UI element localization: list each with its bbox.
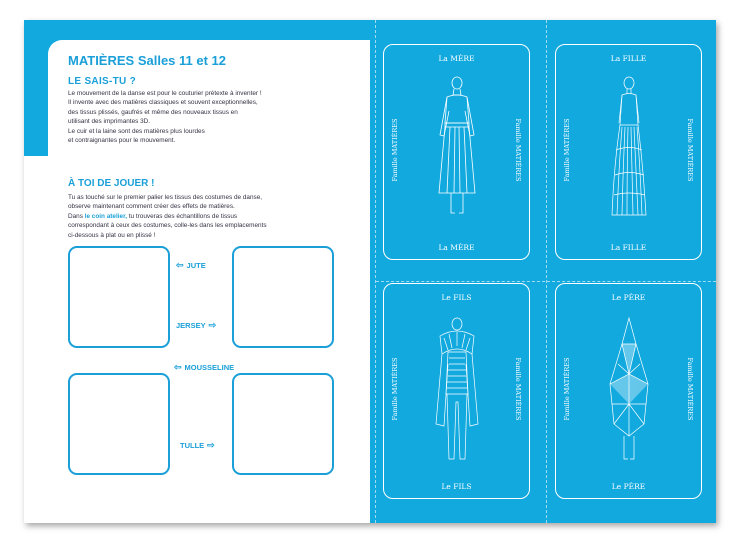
intro-line: Le mouvement de la danse est pour le couturier prétexte à inventer ! bbox=[68, 90, 262, 97]
fabric-slot-jersey bbox=[232, 246, 334, 348]
card-title: Le PÈRE bbox=[611, 293, 646, 302]
family-label-left bbox=[391, 95, 401, 205]
activity-line: ci-dessous à plat ou en plissé ! bbox=[68, 231, 156, 239]
activity-text: tu trouveras des échantillons de tissus bbox=[126, 212, 238, 220]
activity-line: correspondant à ceux des costumes, colle-les dans les emplacements bbox=[68, 222, 267, 230]
arrow-right-icon: ⇨ bbox=[208, 320, 217, 330]
card-title-bottom: La MÈRE bbox=[438, 243, 475, 252]
activity-heading: À TOI DE JOUER ! bbox=[68, 178, 155, 189]
cut-instruction bbox=[357, 195, 365, 495]
card-title-bottom: Le PÈRE bbox=[611, 482, 646, 491]
mousseline-label: MOUSSELINE bbox=[184, 363, 235, 372]
card-fille bbox=[555, 44, 702, 260]
activity-line: Tu as touché sur le premier palier les tissus des costumes de danse, bbox=[68, 194, 263, 201]
workshop-corner-highlight: le coin atelier, bbox=[84, 212, 127, 220]
family-label-right bbox=[512, 334, 522, 444]
tulle-tag bbox=[180, 440, 215, 451]
card-title: La MÈRE bbox=[438, 54, 475, 63]
card-title-bottom: Le FILS bbox=[441, 482, 472, 491]
left-page bbox=[24, 20, 370, 523]
card-fils bbox=[383, 283, 530, 499]
family-label: Famille MATIÈRES bbox=[686, 357, 694, 421]
family-label: Famille MATIÈRES bbox=[686, 118, 694, 182]
arrow-left-icon: ⇦ bbox=[176, 260, 184, 270]
mother-costume-illustration bbox=[418, 75, 496, 231]
jersey-label: JERSEY bbox=[176, 321, 206, 330]
family-label-left bbox=[563, 95, 573, 205]
fabric-slot-mousseline bbox=[68, 373, 170, 475]
family-label: Famille MATIÈRES bbox=[514, 118, 522, 182]
family-label-right bbox=[684, 95, 694, 205]
cut-line-vertical bbox=[546, 20, 547, 523]
arrow-left-icon: ⇦ bbox=[174, 362, 182, 372]
card-title: La FILLE bbox=[610, 54, 647, 63]
son-costume-illustration bbox=[418, 314, 496, 470]
family-label: Famille MATIÈRES bbox=[391, 118, 399, 182]
card-title-bottom: La FILLE bbox=[610, 243, 647, 252]
intro-line: Il invente avec des matières classiques et souvent exceptionnelles, bbox=[68, 99, 258, 107]
intro-line: Le cuir et la laine sont des matières plus lourdes bbox=[68, 127, 205, 135]
activity-paragraph bbox=[68, 193, 358, 240]
tulle-label: TULLE bbox=[180, 441, 205, 450]
jute-label: JUTE bbox=[186, 261, 206, 270]
activity-line: observe maintenant comment créer des effets de matières. bbox=[68, 203, 235, 211]
mousseline-tag bbox=[174, 362, 234, 373]
intro-paragraph bbox=[68, 89, 358, 145]
family-label-left bbox=[563, 334, 573, 444]
family-label: Famille MATIÈRES bbox=[563, 357, 571, 421]
page-title: MATIÈRES Salles 11 et 12 bbox=[68, 53, 226, 68]
fabric-slot-tulle bbox=[232, 373, 334, 475]
intro-line: des tissus plissés, gaufrés et même des nouveaux tissus en bbox=[68, 108, 238, 116]
intro-line: utilisant des imprimantes 3D. bbox=[68, 118, 151, 126]
activity-line bbox=[68, 212, 358, 221]
cut-instruction-text: ✂ Découpe ton jeu de cartes des cinq familles en suivant les pointillés ✂ bbox=[357, 334, 363, 495]
father-costume-illustration bbox=[590, 314, 668, 470]
family-label-left bbox=[391, 334, 401, 444]
booklet-spread bbox=[24, 20, 716, 523]
family-label: Famille MATIÈRES bbox=[563, 118, 571, 182]
family-label: Famille MATIÈRES bbox=[514, 357, 522, 421]
did-you-know-heading: LE SAIS-TU ? bbox=[68, 76, 137, 87]
card-title: Le FILS bbox=[441, 293, 472, 302]
fabric-slot-jute bbox=[68, 246, 170, 348]
daughter-costume-illustration bbox=[590, 75, 668, 231]
activity-text: Dans bbox=[68, 212, 85, 220]
arrow-right-icon: ⇨ bbox=[207, 440, 215, 450]
card-mere bbox=[383, 44, 530, 260]
card-pere bbox=[555, 283, 702, 499]
family-label: Famille MATIÈRES bbox=[391, 357, 399, 421]
intro-line: et contraignantes pour le mouvement. bbox=[68, 137, 176, 145]
jute-tag bbox=[176, 260, 206, 271]
family-label-right bbox=[512, 95, 522, 205]
cut-line-left bbox=[375, 20, 376, 523]
family-label-right bbox=[684, 334, 694, 444]
jersey-tag bbox=[176, 320, 216, 331]
